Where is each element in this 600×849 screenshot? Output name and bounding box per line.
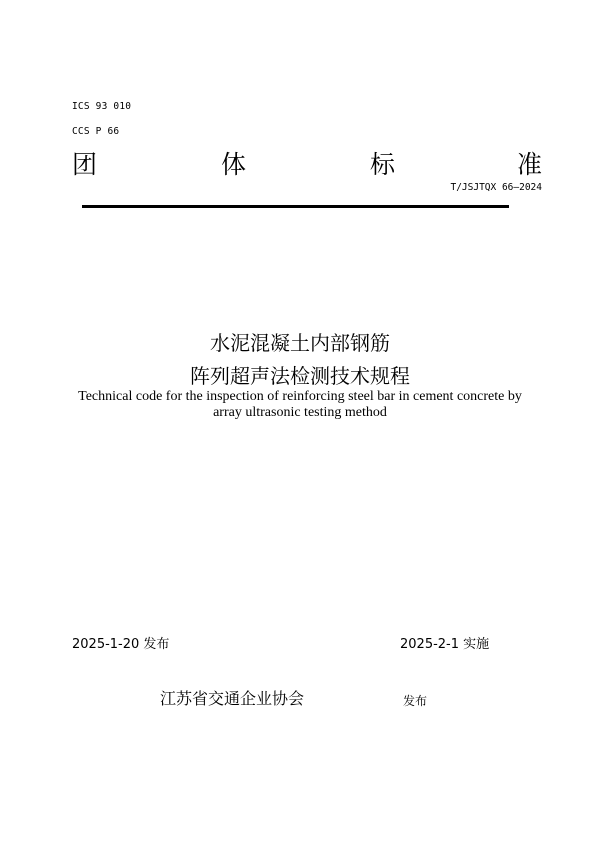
publisher-name: 江苏省交通企业协会 xyxy=(160,689,305,708)
category-char-4: 准 xyxy=(517,150,543,179)
publish-label: 发布 xyxy=(403,694,428,708)
implementation-date: 2025-2-1 实施 xyxy=(400,637,490,652)
ics-code: ICS 93 010 xyxy=(72,101,132,112)
category-char-1: 团 xyxy=(72,150,98,179)
issue-date: 2025-1-20 发布 xyxy=(72,637,170,652)
standard-number: T/JSJTQX 66—2024 xyxy=(450,182,542,193)
title-cn-line-1: 水泥混凝土内部钢筋 xyxy=(210,331,390,355)
header-divider xyxy=(82,205,509,208)
category-char-2: 体 xyxy=(221,150,247,179)
title-en-line-1: Technical code for the inspection of reinforcing steel bar in cement concrete by xyxy=(78,389,522,404)
category-char-3: 标 xyxy=(370,150,396,179)
title-en-line-2: array ultrasonic testing method xyxy=(213,405,387,420)
ccs-code: CCS P 66 xyxy=(72,126,120,137)
title-cn-line-2: 阵列超声法检测技术规程 xyxy=(190,364,410,388)
